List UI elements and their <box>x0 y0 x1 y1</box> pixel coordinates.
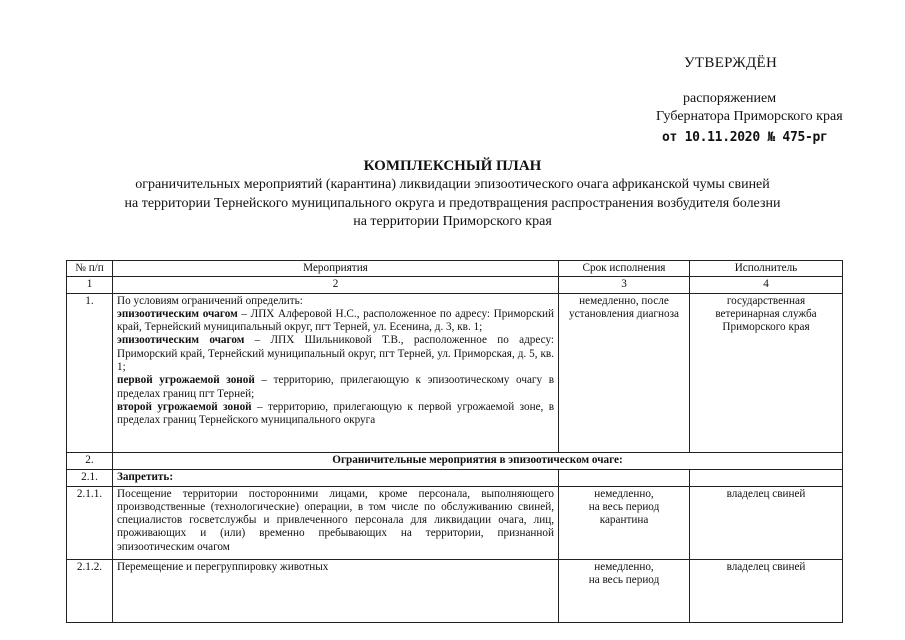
column-number-row <box>67 277 843 293</box>
measure-item-text: – ЛПХ Алферовой Н.С., расположенное по адресу: Приморский край, Тернейский муниципальный округ, пгт Терней, ул. Есенина, д. 3, кв. 1; <box>117 307 554 334</box>
measure-term-bold: второй угрожаемой зоной <box>117 400 252 413</box>
header-executor: Исполнитель <box>690 261 843 277</box>
column-number: 4 <box>690 277 843 293</box>
executor-cell: государственная ветеринарная служба Приморского края <box>690 293 843 452</box>
approved-stamp: УТВЕРЖДЁН <box>684 55 778 71</box>
measure-text <box>113 293 559 452</box>
plan-subtitle-line-1: ограничительных мероприятий (карантина) ликвидации эпизоотического очага африканской чумы свиней <box>135 177 770 192</box>
measure-text: Перемещение и перегруппировку животных <box>113 559 559 622</box>
term-line: на весь период <box>588 573 660 586</box>
header-term: Срок исполнения <box>559 261 690 277</box>
decree-date: от 10.11.2020 № 475-рг <box>662 130 828 145</box>
plan-title: КОМПЛЕКСНЫЙ ПЛАН <box>363 158 542 174</box>
measure-item-text: – территорию, прилегающую к первой угрожаемой зоне, в пределах границ Тернейского муниципального округа <box>117 400 554 427</box>
row-number: 2.1.1. <box>67 486 113 559</box>
table-row <box>67 486 843 559</box>
measure-item-text: – территорию, прилегающую к эпизоотическому очагу в пределах границ пгт Терней; <box>117 374 554 400</box>
table-header-row <box>67 261 843 277</box>
empty-cell <box>559 469 690 486</box>
subsection-title: Запретить: <box>113 469 559 486</box>
header-number: № п/п <box>67 261 113 277</box>
term-cell: немедленно, после установления диагноза <box>559 293 690 452</box>
row-number: 1. <box>67 293 113 452</box>
measure-item-text: – ЛПХ Шильниковой Т.В., расположенное по адресу: Приморский край, Тернейский муниципальный округ, пгт Терней, ул. Приморская, д. 5, кв. 1; <box>117 334 555 374</box>
term-line: немедленно, <box>594 560 654 573</box>
table-row <box>67 559 843 622</box>
column-number: 3 <box>559 277 690 293</box>
column-number: 1 <box>67 277 113 293</box>
table-row <box>67 293 843 452</box>
subsection-row <box>67 469 843 486</box>
measure-intro: По условиям ограничений определить: <box>117 294 303 307</box>
measure-term-bold: эпизоотическим очагом <box>117 334 245 347</box>
measure-text: Посещение территории посторонними лицами, кроме персонала, выполняющего производственные (технологические) операции, в том числе по обслуживанию свиней, специалистов госветслужбы и привлеченного персонала для ликвидации очага, лиц, проживающих и (или) временно пребывающих на территории, признанной эпизоотическим очагом <box>113 486 559 559</box>
term-line: карантина <box>599 514 649 527</box>
measure-item <box>117 308 554 335</box>
section-row <box>67 452 843 469</box>
term-cell <box>559 486 690 559</box>
measures-table <box>66 260 843 623</box>
plan-subtitle-line-3: на территории Приморского края <box>353 214 552 229</box>
term-line: на весь период <box>588 500 660 513</box>
plan-subtitle-line-2: на территории Тернейского муниципального округа и предотвращения распространения возбудителя болезни <box>124 196 781 211</box>
measure-term-bold: эпизоотическим очагом <box>117 307 238 320</box>
decree-label: распоряжением <box>683 91 777 106</box>
row-number: 2.1.2. <box>67 559 113 622</box>
row-number: 2. <box>67 452 113 469</box>
column-number: 2 <box>113 277 559 293</box>
governor-label: Губернатора Приморского края <box>656 109 843 124</box>
measure-item <box>117 401 554 428</box>
term-cell <box>559 559 690 622</box>
measure-item <box>117 334 554 374</box>
measure-term-bold: первой угрожаемой зоной <box>117 374 255 387</box>
header-measures: Мероприятия <box>113 261 559 277</box>
executor-cell: владелец свиней <box>690 486 843 559</box>
empty-cell <box>690 469 843 486</box>
row-number: 2.1. <box>67 469 113 486</box>
term-line: немедленно, <box>594 487 654 500</box>
section-title: Ограничительные мероприятия в эпизоотическом очаге: <box>113 452 843 469</box>
measure-item <box>117 374 554 401</box>
executor-cell: владелец свиней <box>690 559 843 622</box>
